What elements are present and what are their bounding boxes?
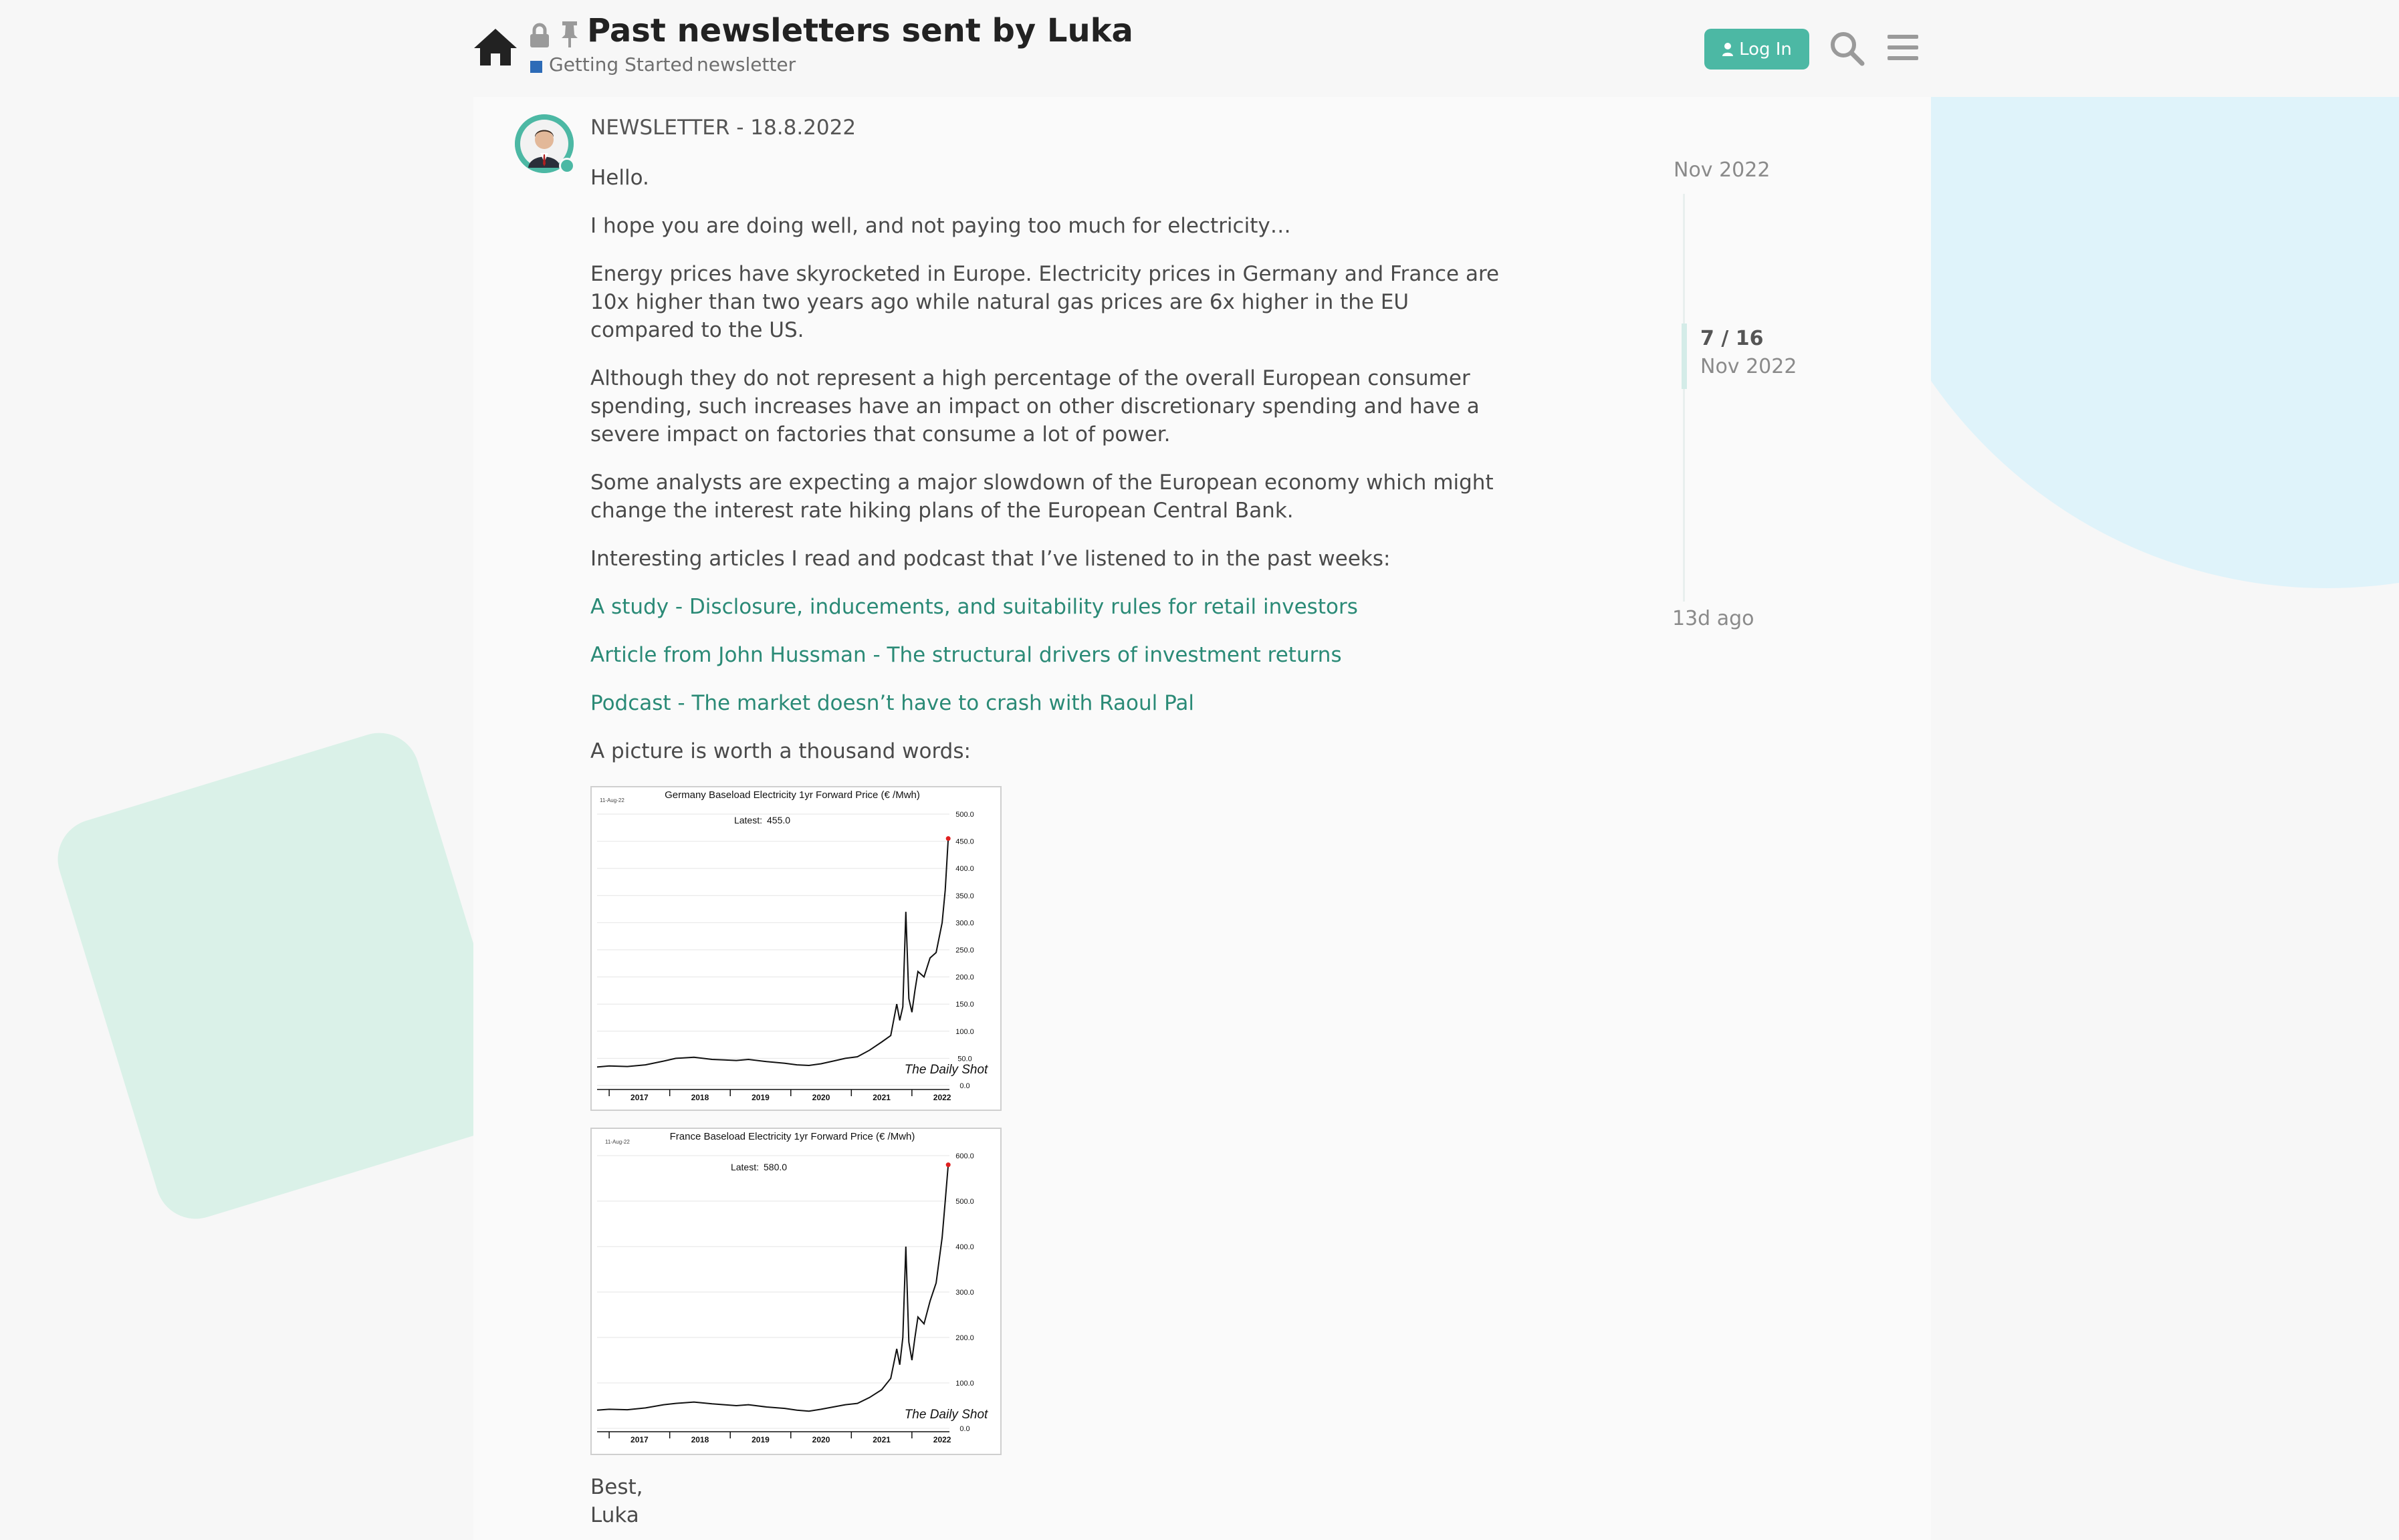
timeline-position: 7 / 16 bbox=[1700, 327, 1764, 350]
chart-latest-marker bbox=[946, 836, 951, 841]
chart-latest-value: 455.0 bbox=[767, 815, 791, 825]
chart-x-tick-label: 2021 bbox=[873, 1435, 891, 1444]
chart-y-tick-label: 300.0 bbox=[955, 1289, 974, 1297]
chart-y-ticks bbox=[955, 1152, 974, 1433]
chart-y-tick-label: 400.0 bbox=[955, 1243, 974, 1251]
chart-x-tick-label: 2019 bbox=[752, 1093, 770, 1102]
search-icon[interactable] bbox=[1828, 29, 1865, 67]
timeline-position-date: Nov 2022 bbox=[1700, 355, 1797, 378]
chart-y-tick-label: 150.0 bbox=[955, 1001, 974, 1009]
user-icon bbox=[1722, 42, 1734, 57]
chart-y-tick-label: 450.0 bbox=[955, 838, 974, 846]
post-link[interactable]: Article from John Hussman - The structural drivers of investment returns bbox=[590, 643, 1342, 667]
category-link[interactable]: Getting Started bbox=[549, 53, 694, 76]
chart-y-tick-label: 350.0 bbox=[955, 892, 974, 900]
post-paragraph: I hope you are doing well, and not paying too much for electricity… bbox=[590, 214, 1291, 238]
login-button[interactable] bbox=[1704, 29, 1809, 70]
chart-y-tick-label: 0.0 bbox=[959, 1082, 970, 1090]
chart-y-tick-label: 100.0 bbox=[955, 1380, 974, 1388]
chart-date-stamp: 11-Aug-22 bbox=[605, 1139, 630, 1145]
post-paragraph: Interesting articles I read and podcast that I’ve listened to in the past weeks: bbox=[590, 547, 1391, 571]
post-link[interactable]: A study - Disclosure, inducements, and suitability rules for retail investors bbox=[590, 595, 1358, 619]
chart-series-line bbox=[597, 1165, 948, 1412]
timeline-start-date[interactable]: Nov 2022 bbox=[1674, 158, 1770, 182]
chart-series-line bbox=[597, 839, 948, 1067]
timeline-track[interactable] bbox=[1683, 194, 1685, 602]
hamburger-menu-icon[interactable] bbox=[1886, 32, 1920, 63]
post-paragraph: Energy prices have skyrocketed in Europe. Electricity prices in Germany and France are 10x higher than two years ago while natural gas prices are 6x higher in the EU compared to the US. bbox=[590, 262, 1500, 342]
page-title[interactable]: Past newsletters sent by Luka bbox=[587, 12, 1133, 49]
post-heading: NEWSLETTER - 18.8.2022 bbox=[590, 116, 856, 140]
chart-x-tick-label: 2018 bbox=[691, 1435, 709, 1444]
chart-x-tick-label: 2017 bbox=[631, 1435, 649, 1444]
category-color-badge bbox=[530, 61, 542, 73]
chart-source-label: The Daily Shot bbox=[904, 1063, 988, 1077]
timeline-end-date[interactable]: 13d ago bbox=[1672, 607, 1754, 630]
timeline-scroll-handle[interactable] bbox=[1682, 324, 1687, 389]
post-paragraph: Although they do not represent a high percentage of the overall European consumer spending, such increases have an impact on other discretionary spending and have a severe impact on factories that consume a lot of power. bbox=[590, 366, 1480, 446]
chart-y-tick-label: 400.0 bbox=[955, 865, 974, 874]
chart-y-tick-label: 500.0 bbox=[955, 1198, 974, 1206]
chart-y-tick-label: 600.0 bbox=[955, 1152, 974, 1160]
chart-y-ticks bbox=[955, 811, 974, 1090]
chart-x-tick-label: 2022 bbox=[933, 1093, 951, 1102]
chart-x-tick-label: 2017 bbox=[631, 1093, 649, 1102]
chart-svg bbox=[592, 787, 1000, 1110]
post-paragraph: Hello. bbox=[590, 166, 649, 190]
chart-y-tick-label: 0.0 bbox=[959, 1425, 970, 1433]
background-decoration-square bbox=[48, 723, 528, 1229]
chart-title: France Baseload Electricity 1yr Forward Price (€ /Mwh) bbox=[669, 1131, 915, 1142]
chart-date-stamp: 11-Aug-22 bbox=[600, 797, 624, 803]
chart-latest-label: Latest: bbox=[733, 815, 762, 825]
post-paragraph: Some analysts are expecting a major slowdown of the European economy which might change the interest rate hiking plans of the European Central Bank. bbox=[590, 471, 1494, 523]
chart-x-tick-label: 2022 bbox=[933, 1435, 951, 1444]
chart-x-axis bbox=[597, 1089, 951, 1102]
chart-x-tick-label: 2018 bbox=[691, 1093, 709, 1102]
france-electricity-chart[interactable] bbox=[590, 1128, 1002, 1455]
pin-icon bbox=[560, 20, 580, 48]
chart-svg bbox=[592, 1129, 1000, 1454]
lock-icon bbox=[528, 22, 551, 49]
login-button-label: Log In bbox=[1739, 39, 1792, 59]
chart-x-axis bbox=[597, 1432, 951, 1444]
chart-y-tick-label: 250.0 bbox=[955, 946, 974, 954]
chart-y-tick-label: 300.0 bbox=[955, 919, 974, 928]
chart-gridlines bbox=[597, 814, 949, 1085]
chart-x-tick-label: 2021 bbox=[873, 1093, 891, 1102]
germany-electricity-chart[interactable] bbox=[590, 786, 1002, 1111]
chart-y-tick-label: 200.0 bbox=[955, 973, 974, 982]
chart-latest-value: 580.0 bbox=[764, 1162, 788, 1172]
post-link[interactable]: Podcast - The market doesn’t have to crash with Raoul Pal bbox=[590, 691, 1195, 715]
chart-x-tick-label: 2020 bbox=[812, 1435, 830, 1444]
chart-y-tick-label: 500.0 bbox=[955, 811, 974, 819]
chart-latest-marker bbox=[946, 1162, 951, 1167]
chart-x-tick-label: 2019 bbox=[752, 1435, 770, 1444]
chart-title: Germany Baseload Electricity 1yr Forward Price (€ /Mwh) bbox=[665, 789, 920, 801]
post-signature: Luka bbox=[590, 1503, 639, 1527]
tag-link[interactable]: newsletter bbox=[697, 53, 796, 76]
chart-source-label: The Daily Shot bbox=[904, 1408, 988, 1422]
chart-latest-label: Latest: bbox=[730, 1162, 759, 1172]
post-signoff: Best, bbox=[590, 1475, 643, 1499]
post-paragraph: A picture is worth a thousand words: bbox=[590, 739, 971, 763]
home-icon[interactable] bbox=[472, 27, 519, 67]
chart-gridlines bbox=[597, 1156, 949, 1428]
site-header bbox=[0, 0, 2399, 97]
chart-y-tick-label: 50.0 bbox=[957, 1055, 972, 1063]
online-status-dot bbox=[559, 158, 575, 174]
chart-x-tick-label: 2020 bbox=[812, 1093, 830, 1102]
chart-y-tick-label: 100.0 bbox=[955, 1027, 974, 1036]
chart-y-tick-label: 200.0 bbox=[955, 1334, 974, 1342]
